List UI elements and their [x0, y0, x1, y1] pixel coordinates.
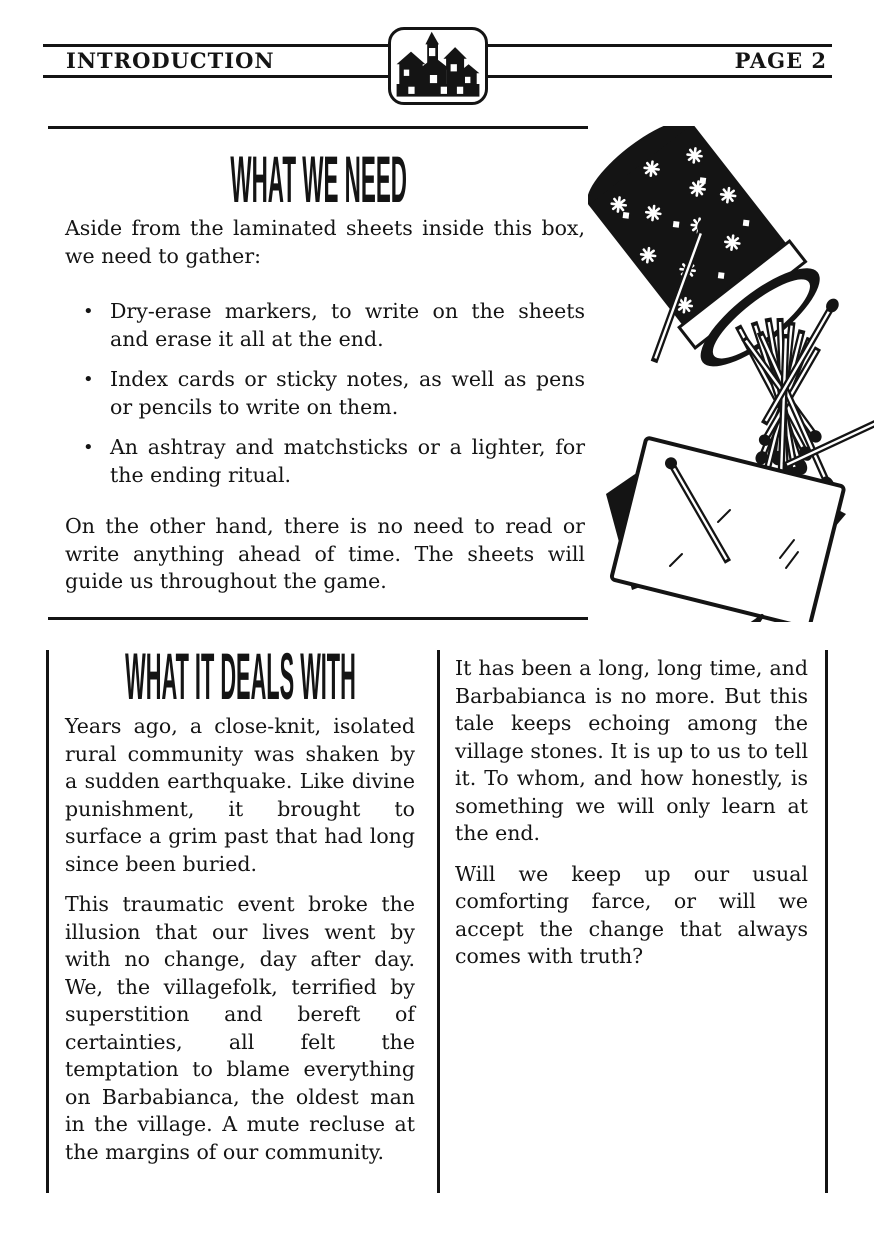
deals-right-column — [455, 650, 808, 984]
list-item — [65, 434, 585, 489]
deals-left-column — [65, 639, 415, 1179]
list-item-text: Dry-erase markers, to write on the sheets and erase it all at the end. — [110, 299, 585, 351]
village-icon — [388, 27, 488, 105]
bullet-marker: • — [83, 369, 94, 390]
materials-list — [65, 298, 585, 489]
paragraph: Will we keep up our usual comforting farce, or will we accept the change that always comes with truth? — [455, 861, 808, 968]
list-item-text: An ashtray and matchsticks or a lighter, for the ending ritual. — [110, 435, 585, 487]
column-rule-left — [46, 650, 49, 1193]
section-rule-bottom — [48, 617, 588, 620]
list-item-text: Index cards or sticky notes, as well as pens or pencils to write on them. — [110, 367, 585, 419]
list-item — [65, 366, 585, 421]
column-rule-right — [825, 650, 828, 1193]
matchsticks-cup-illustration — [588, 126, 874, 622]
intro-paragraph: Aside from the laminated sheets inside this box, we need to gather: — [65, 216, 585, 268]
running-header-chapter: INTRODUCTION — [66, 48, 275, 73]
paragraph: Years ago, a close-knit, isolated rural community was shaken by a sudden earthquake. Like divine punishment, it brought to surface a grim past that had long since been buried. — [65, 714, 415, 876]
bullet-marker: • — [83, 437, 94, 458]
outro-paragraph: On the other hand, there is no need to read or write anything ahead of time. The sheets will guide us throughout the game. — [65, 514, 585, 593]
section-title-what-we-need: WHAT WE NEED — [230, 142, 407, 216]
bullet-marker: • — [83, 301, 94, 322]
paragraph: It has been a long, long time, and Barbabianca is no more. But this tale keeps echoing among the village stones. It is up to us to tell it. To whom, and how honestly, is something we will only learn at the end. — [455, 656, 808, 845]
section-title-what-it-deals-with: WHAT IT DEALS WITH — [124, 639, 356, 713]
running-header-page-number: PAGE 2 — [734, 48, 827, 73]
section-rule-top — [48, 126, 588, 129]
paragraph: This traumatic event broke the illusion that our lives went by with no change, day after day. We, the villagefolk, terrified by superstition and bereft of certainties, all felt the temptation to blame everything on Barbabianca, the oldest man in the village. A mute recluse at the margins of our community. — [65, 892, 415, 1164]
what-we-need-text — [65, 215, 585, 609]
list-item — [65, 298, 585, 353]
column-divider — [437, 650, 440, 1193]
